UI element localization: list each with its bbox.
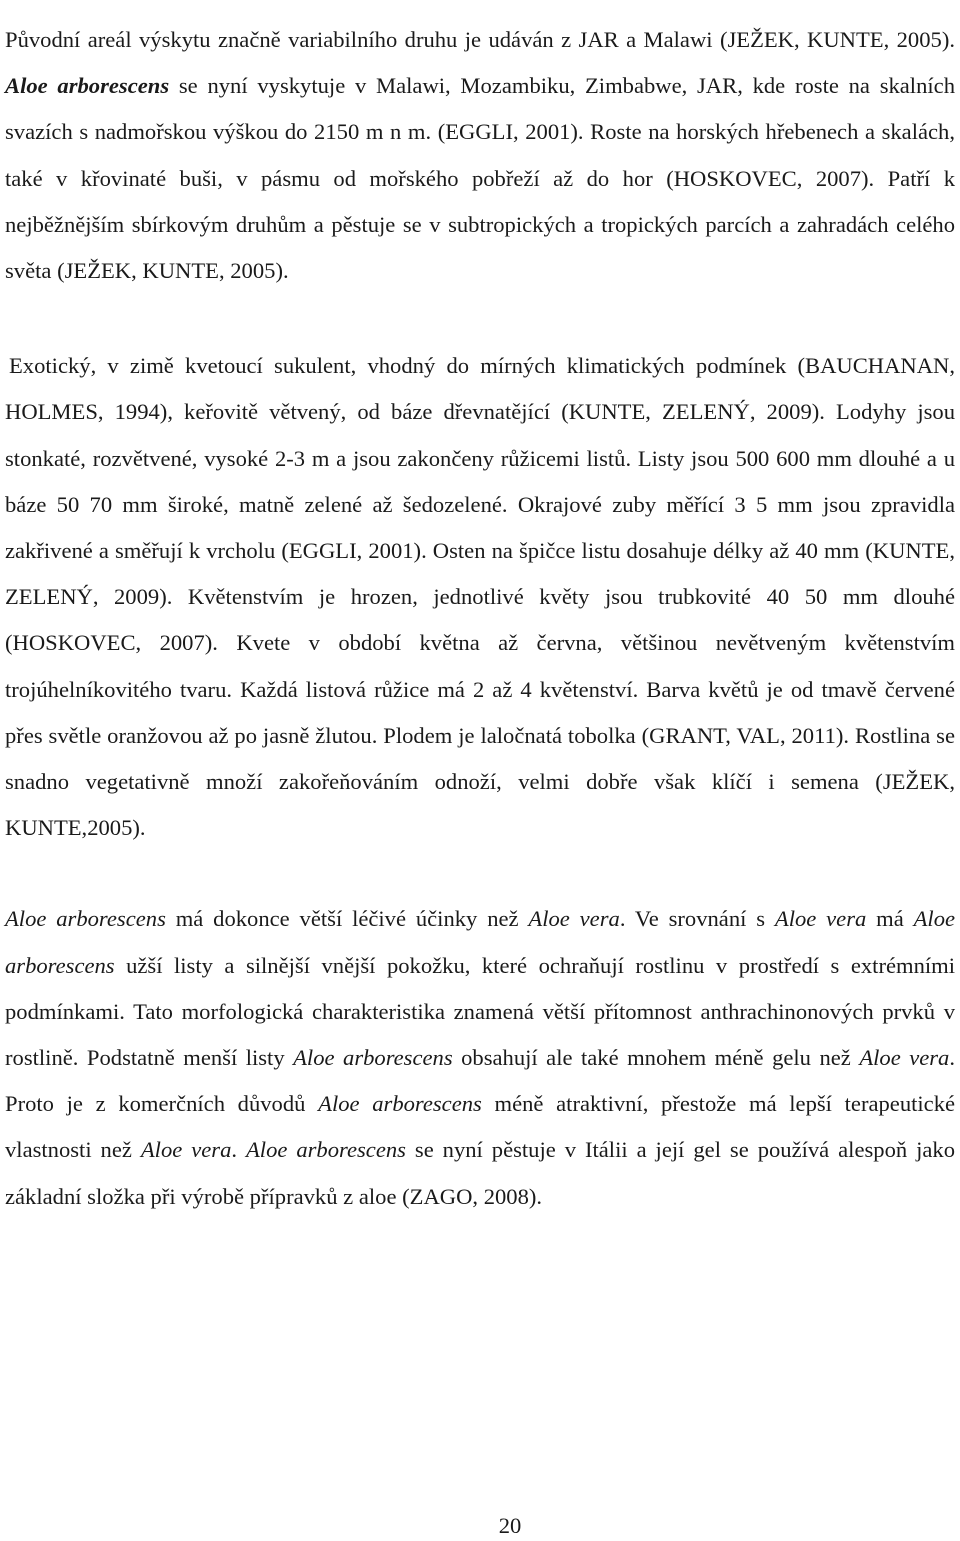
text-run: . Proto je z komerčních důvodů — [5, 1045, 956, 1117]
text-run: se nyní vyskytuje v Malawi, Mozambiku, Zimbabwe, JAR, kde roste na skalních svazích s nadmořskou výškou do 2150 m n m. (EGGLI, 2001). Roste na horských hřebenech a skalách, také v křovinaté buši, v pásmu od mořského pobřeží až do hor (HOSKOVEC, 2007). Patří k nejběžnějším sbírkovým druhům a pěstuje se v subtropických a tropických parcích a zahradách celého světa (JEŽEK, KUNTE, 2005). — [5, 73, 955, 284]
paragraph-distribution — [5, 0, 955, 294]
species-name-emphasis: Aloe arborescens — [5, 73, 170, 99]
species-name: Aloe arborescens — [293, 1045, 453, 1071]
text-run: má — [866, 906, 914, 932]
species-name: Aloe arborescens — [5, 906, 166, 932]
species-name: Aloe arborescens — [245, 1137, 406, 1163]
species-name: Aloe arborescens — [318, 1091, 482, 1117]
species-name: Aloe vera — [140, 1137, 232, 1163]
text-run: obsahují ale také mnohem méně gelu než — [452, 1045, 860, 1071]
species-name: Aloe vera — [859, 1045, 950, 1071]
page-number: 20 — [498, 1513, 522, 1538]
species-name: Aloe vera — [774, 906, 867, 932]
text-run: užší listy a silnější vnější pokožku, které ochraňují rostlinu v prostředí s extrémními podmínkami. Tato morfologická charakteristika znamená větší přítomnost anthrachinonových prvků v rostlině. Podstatně menší listy — [5, 952, 955, 1071]
document-page — [5, 0, 955, 1220]
text-run: Původní areál výskytu značně variabilního druhu je udáván z JAR a Malawi (JEŽEK, KUNTE, 2005). — [5, 27, 955, 52]
text-run: méně atraktivní, přestože má lepší terapeutické vlastnosti než — [5, 1091, 956, 1163]
text-run: . — [231, 1137, 246, 1163]
paragraph-description — [5, 343, 955, 851]
text-run: Exotický, v zimě kvetoucí sukulent, vhodný do mírných klimatických podmínek (BAUCHANAN, HOLMES, 1994), keřovitě větvený, od báze dřevnatějící (KUNTE, ZELENÝ, 2009). Lodyhy jsou stonkaté, rozvětvené, vysoké 2-3 m a jsou zakončeny růžicemi listů. Listy jsou 500 600 mm dlouhé a u báze 50 70 mm široké, matně zelené až šedozelené. Okrajové zuby měřící 3 5 mm jsou zpravidla zakřivené a směřují k vrcholu (EGGLI, 2001). Osten na špičce listu dosahuje délky až 40 mm (KUNTE, ZELENÝ, 2009). Květenstvím je hrozen, jednotlivé květy jsou trubkovité 40 50 mm dlouhé (HOSKOVEC, 2007). Kvete v období května až června, většinou nevětveným květenstvím trojúhelníkovitého tvaru. Každá listová růžice má 2 až 4 květenství. Barva květů je od tmavě červené přes světle oranžovou až po jasně žlutou. Plodem je laločnatá tobolka (GRANT, VAL, 2011). Rostlina se snadno vegetativně množí zakořeňováním odnoží, velmi dobře však klíčí i semena (JEŽEK, KUNTE,2005). — [5, 353, 955, 841]
text-run: má dokonce větší léčivé účinky než — [165, 906, 529, 932]
paragraph-medicinal-use — [5, 896, 955, 1219]
text-run: se nyní pěstuje v Itálii a její gel se používá alespoň jako základní složka při výrobě přípravků z aloe (ZAGO, 2008). — [5, 1137, 956, 1209]
species-name: Aloe arborescens — [5, 906, 956, 978]
species-name: Aloe vera — [528, 906, 620, 932]
text-run: . Ve srovnání s — [619, 906, 775, 932]
